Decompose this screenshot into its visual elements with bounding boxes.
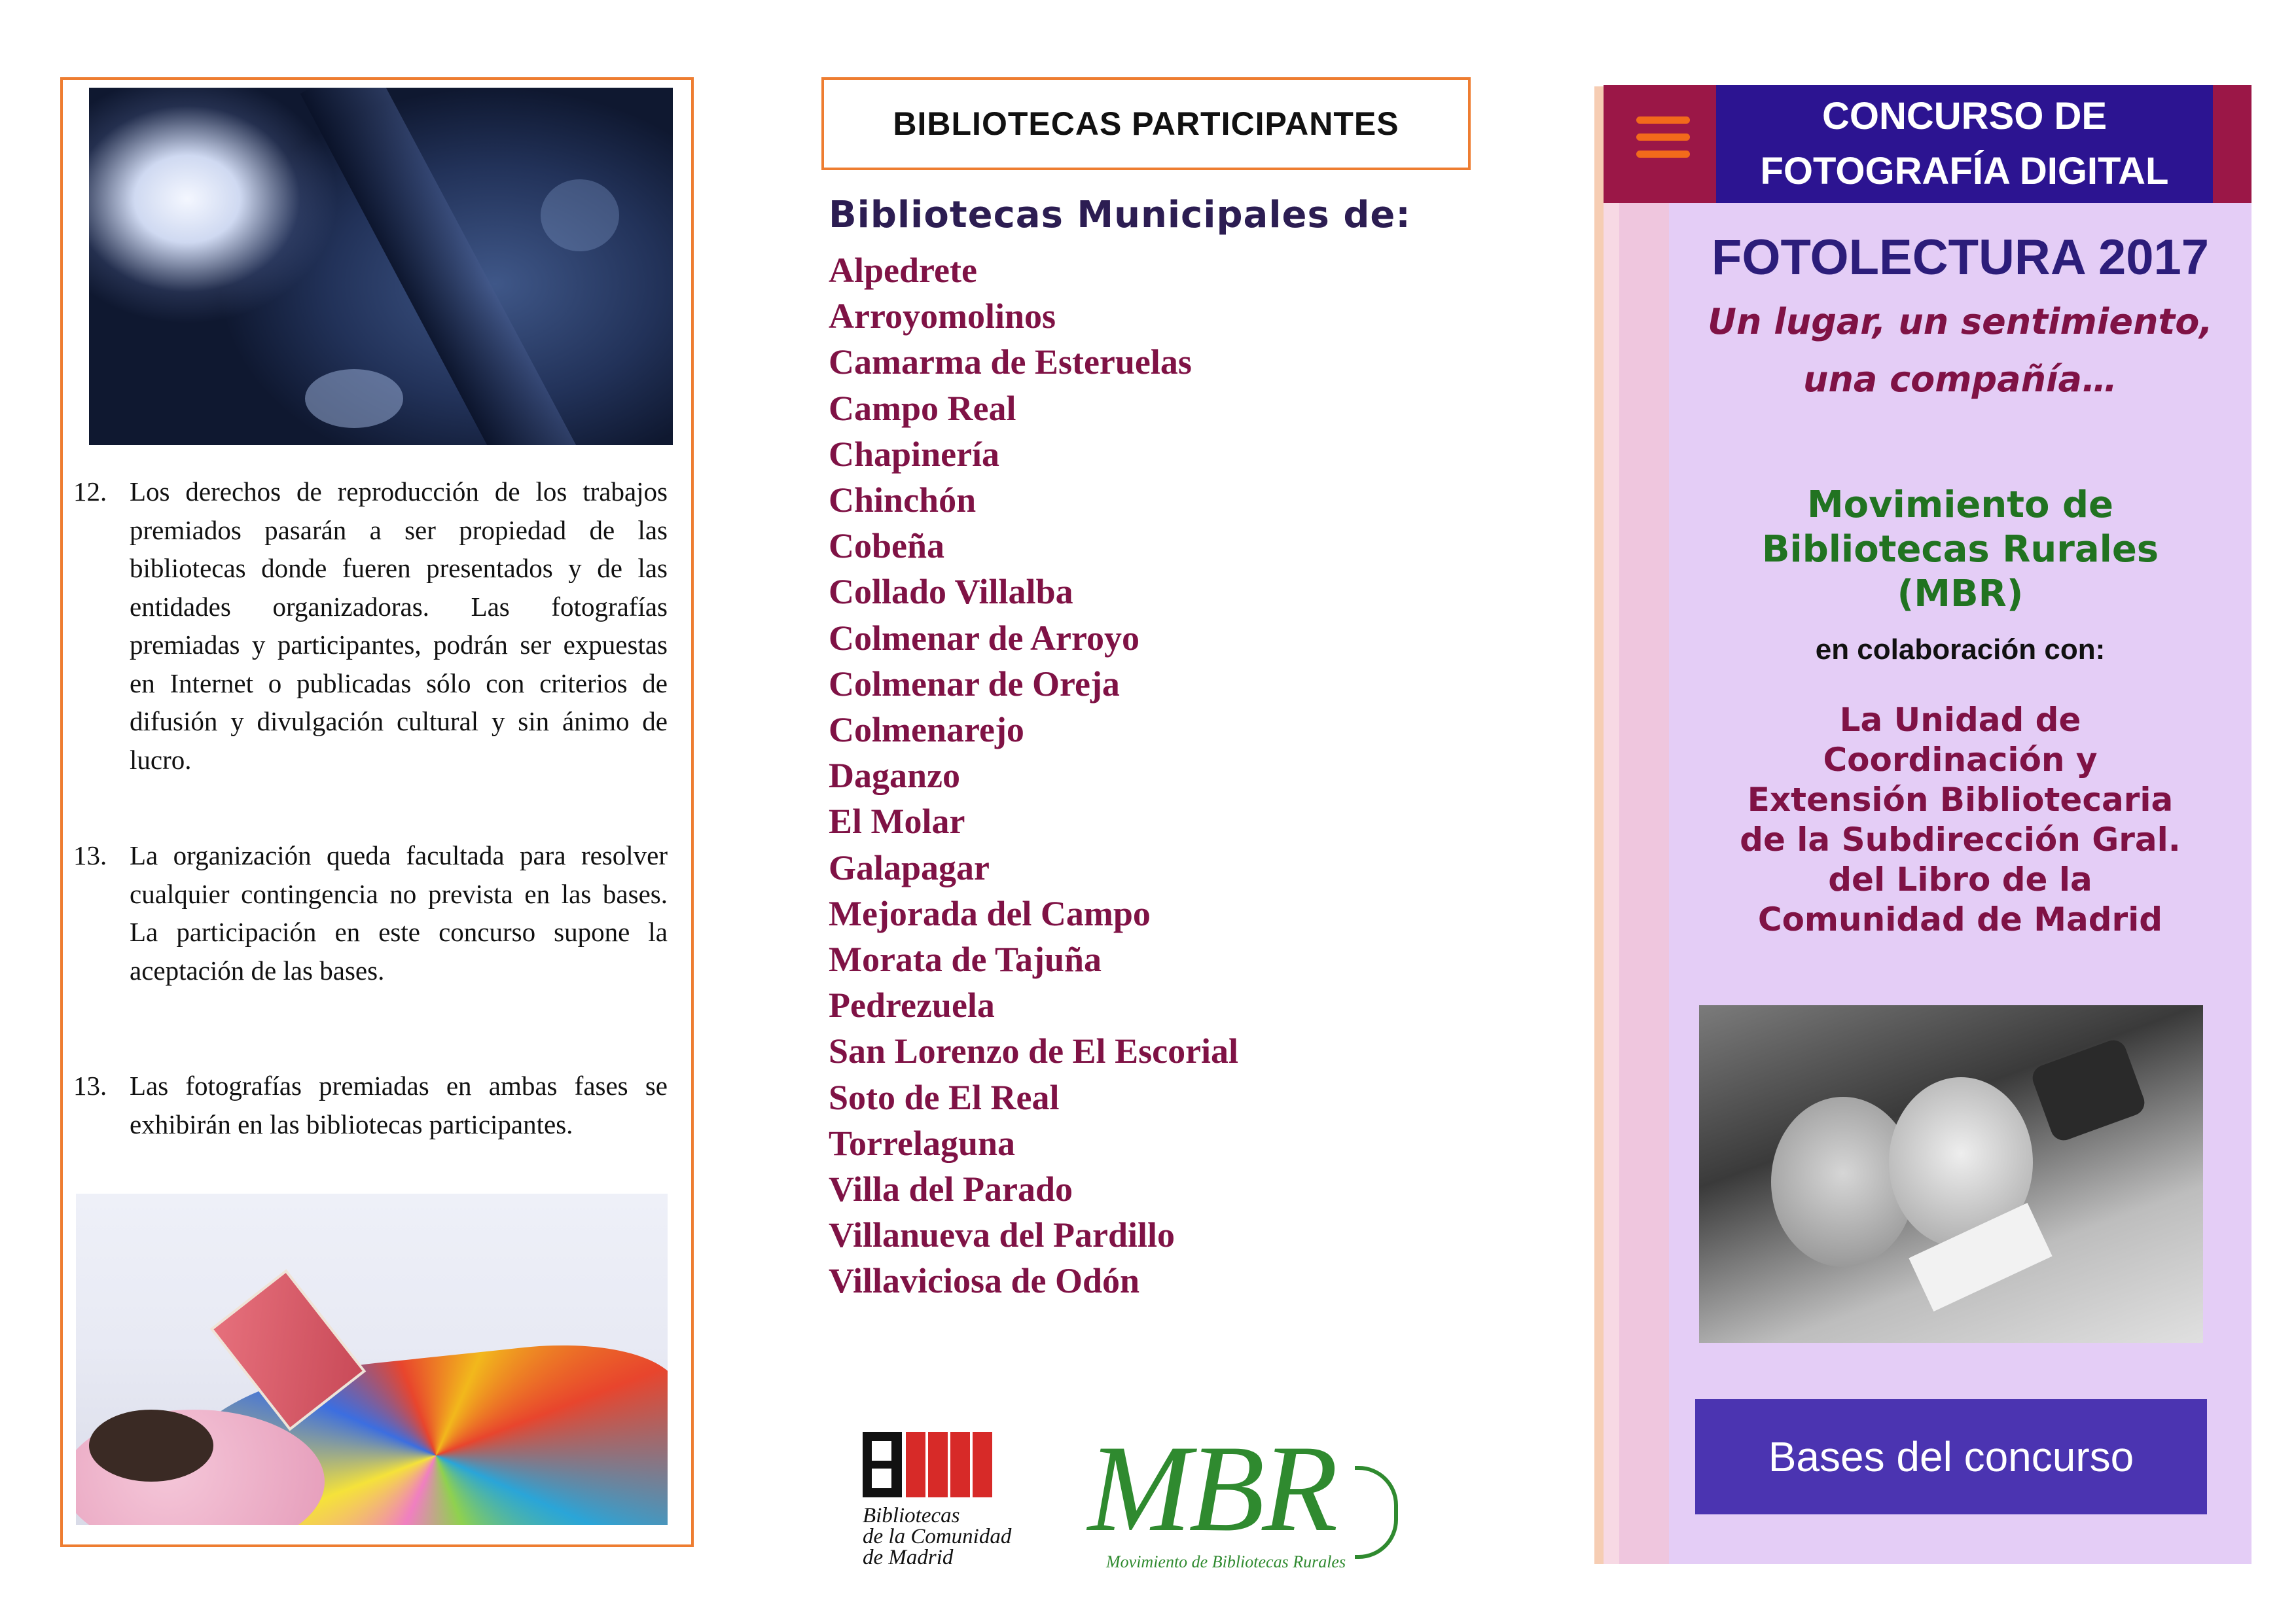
organizer-line: Movimiento de bbox=[1806, 484, 2114, 526]
rule-number: 13. bbox=[73, 1071, 107, 1101]
list-item: Arroyomolinos bbox=[829, 296, 1056, 336]
list-item: Mejorada del Campo bbox=[829, 893, 1151, 933]
list-item: Colmenar de Arroyo bbox=[829, 618, 1139, 658]
list-item: Pedrezuela bbox=[829, 986, 995, 1026]
header-line: FOTOGRAFÍA DIGITAL bbox=[1760, 150, 2169, 192]
hamburger-menu-icon[interactable] bbox=[1636, 116, 1690, 158]
participants-title: BIBLIOTECAS PARTICIPANTES bbox=[821, 77, 1471, 170]
list-item: Colmenarejo bbox=[829, 710, 1024, 750]
contest-header bbox=[1716, 85, 2213, 203]
list-item: Collado Villalba bbox=[829, 572, 1073, 612]
mbr-logo-caption: Movimiento de Bibliotecas Rurales bbox=[1106, 1552, 1346, 1571]
bcm-logo-caption: Bibliotecas de la Comunidad de Madrid bbox=[863, 1504, 1012, 1569]
list-item: San Lorenzo de El Escorial bbox=[829, 1031, 1239, 1071]
list-item: Villanueva del Pardillo bbox=[829, 1215, 1175, 1255]
collaborator-line: Extensión Bibliotecaria bbox=[1747, 781, 2174, 819]
list-item: Campo Real bbox=[829, 388, 1016, 428]
decorative-stripe bbox=[1619, 86, 1669, 1564]
bases-button[interactable]: Bases del concurso bbox=[1695, 1399, 2207, 1514]
collaborator-line: del Libro de la bbox=[1828, 861, 2092, 899]
photo-child-reading-bed bbox=[76, 1194, 668, 1525]
rules-list bbox=[73, 473, 668, 1192]
rule-number: 13. bbox=[73, 840, 107, 870]
header-band-edge bbox=[2213, 85, 2251, 203]
contest-subtitle bbox=[1669, 293, 2251, 408]
list-item: Colmenar de Oreja bbox=[829, 664, 1120, 704]
list-item: Villaviciosa de Odón bbox=[829, 1261, 1140, 1301]
list-item: Camarma de Esteruelas bbox=[829, 342, 1192, 382]
list-item: Chinchón bbox=[829, 480, 977, 520]
photo-two-women-reading bbox=[1699, 1005, 2203, 1343]
list-item: Chapinería bbox=[829, 434, 1000, 474]
list-item: Morata de Tajuña bbox=[829, 940, 1102, 980]
rule-text: Los derechos de reproducción de los trabajos premiados pasarán a ser propiedad de las bibliotecas donde fueren presentados y de las entidades organizadoras. Las fotografías premiadas y participantes, podrán ser expuestas en Internet o publicadas sólo con criterios de difusión y divulgación cultural y sin ánimo de lucro. bbox=[130, 476, 668, 775]
collaborator-line: La Unidad de bbox=[1839, 701, 2081, 739]
header-line: CONCURSO DE bbox=[1821, 95, 2108, 137]
rule-text: Las fotografías premiadas en ambas fases se exhibirán en las bibliotecas participantes. bbox=[130, 1071, 668, 1139]
organizer-name bbox=[1669, 483, 2251, 616]
list-item: Galapagar bbox=[829, 847, 990, 887]
contest-title: FOTOLECTURA 2017 bbox=[1711, 230, 2210, 285]
decorative-stripe bbox=[1604, 86, 1619, 1564]
organizer-line: (MBR) bbox=[1897, 573, 2024, 615]
list-item: Villa del Parado bbox=[829, 1169, 1073, 1209]
library-list bbox=[829, 247, 1238, 1304]
rule-number: 12. bbox=[73, 476, 107, 507]
list-item: Daganzo bbox=[829, 756, 960, 796]
collaboration-label: en colaboración con: bbox=[1815, 633, 2106, 666]
collaborator-line: Coordinación y bbox=[1823, 741, 2098, 779]
collaborator-line: de la Subdirección Gral. bbox=[1740, 821, 2181, 859]
mbr-logo: MBR bbox=[1088, 1420, 1336, 1558]
list-item: Cobeña bbox=[829, 526, 945, 566]
photo-bear-illustration bbox=[305, 369, 403, 428]
collaborator-name bbox=[1669, 700, 2251, 940]
photo-child-head bbox=[89, 1410, 213, 1482]
list-item: Torrelaguna bbox=[829, 1123, 1016, 1163]
collaborator-line: Comunidad de Madrid bbox=[1757, 901, 2163, 938]
photo-microphone bbox=[2029, 1037, 2148, 1144]
subtitle-line: Un lugar, un sentimiento, bbox=[1708, 301, 2213, 342]
rule-text: La organización queda facultada para resolver cualquier contingencia no prevista en las bases. La participación en este concurso supone la aceptación de las bases. bbox=[130, 840, 668, 986]
decorative-stripe bbox=[1594, 86, 1604, 1564]
list-item: El Molar bbox=[829, 802, 965, 842]
list-item: Soto de El Real bbox=[829, 1077, 1060, 1117]
mbr-logo-swirl bbox=[1355, 1466, 1398, 1559]
organizer-line: Bibliotecas Rurales bbox=[1761, 528, 2159, 571]
list-item: Alpedrete bbox=[829, 251, 977, 290]
municipal-heading: Bibliotecas Municipales de: bbox=[829, 194, 1411, 236]
photo-bear-illustration-2 bbox=[541, 179, 619, 251]
subtitle-line: una compañía… bbox=[1803, 359, 2117, 400]
photo-reading-night bbox=[89, 88, 673, 445]
